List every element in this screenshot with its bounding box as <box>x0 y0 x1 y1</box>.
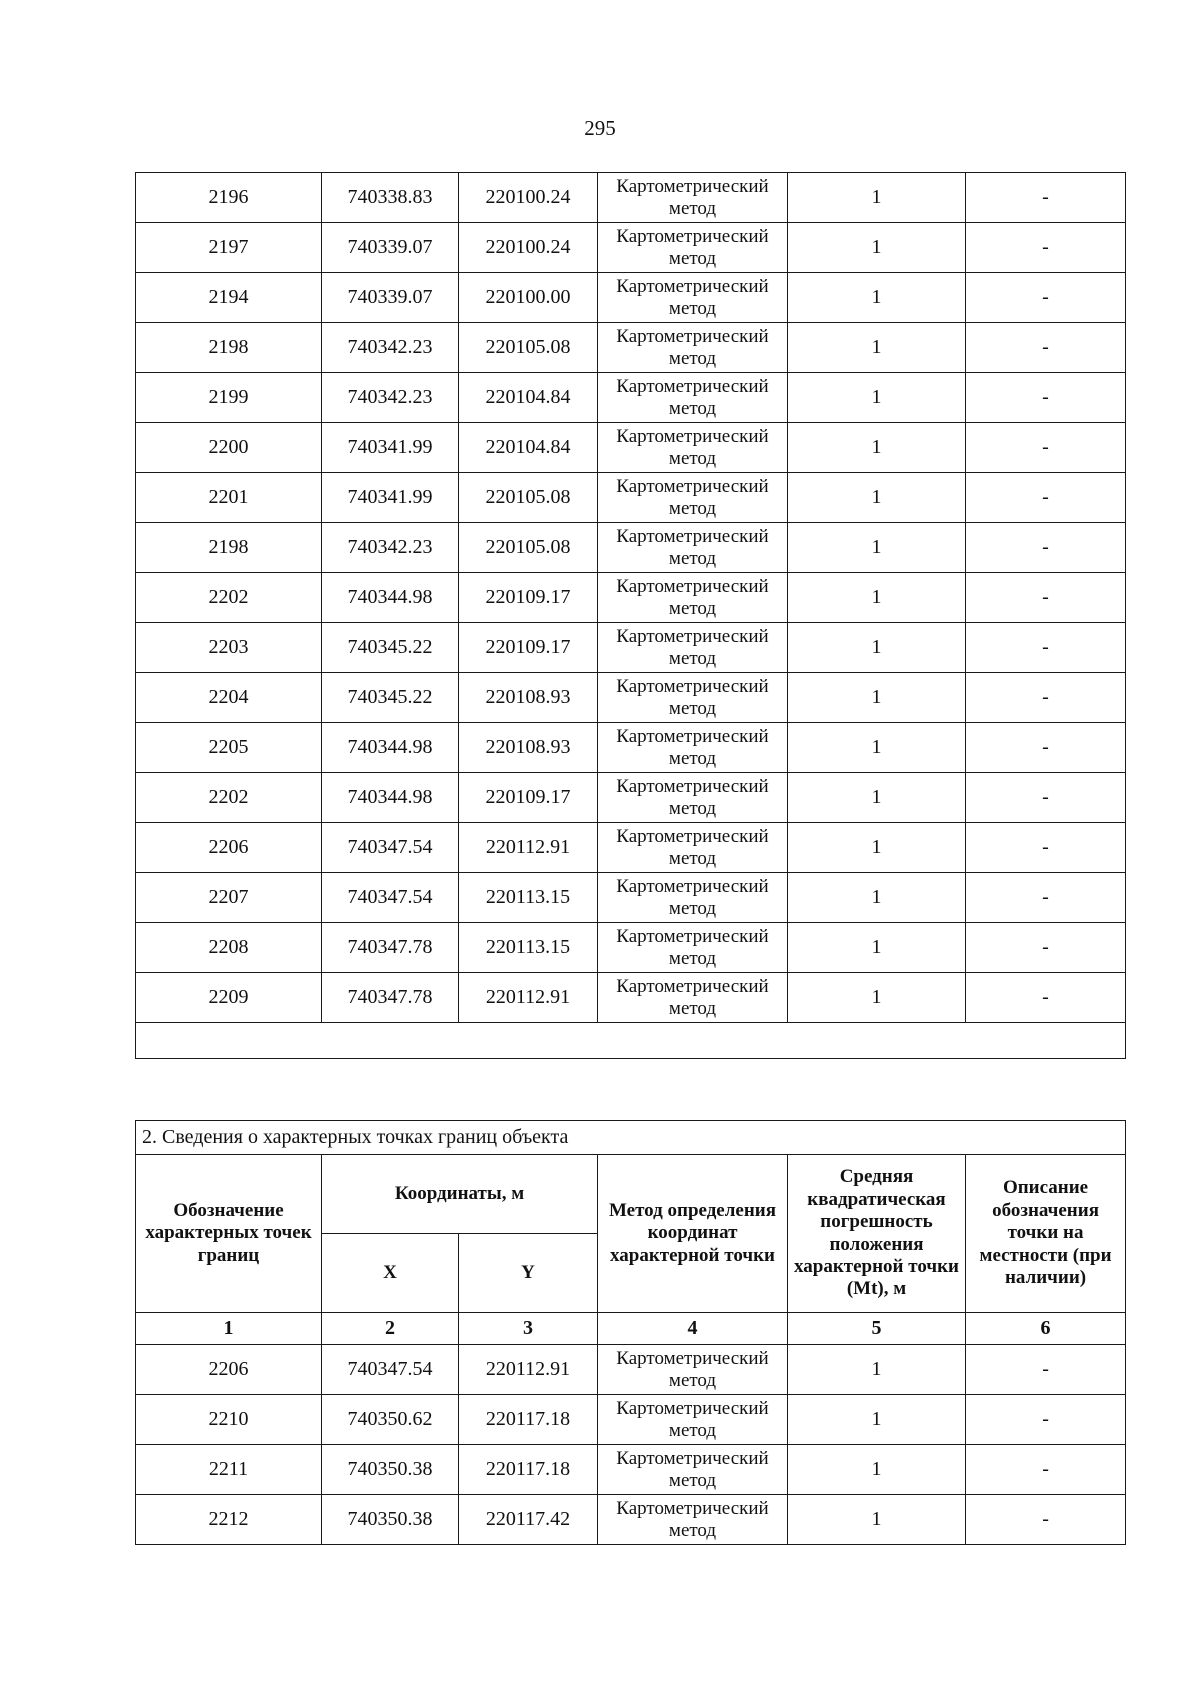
cell-x: 740345.22 <box>322 623 459 673</box>
table-row <box>136 273 1126 323</box>
table-row <box>136 323 1126 373</box>
table-caption: 2. Сведения о характерных точках границ объекта <box>136 1121 1126 1155</box>
cell-method: Картометрический метод <box>598 823 788 873</box>
cell-x: 740341.99 <box>322 423 459 473</box>
cell-mt: 1 <box>788 1495 966 1545</box>
cell-point: 2203 <box>136 623 322 673</box>
header-point: Обозначение характерных точек границ <box>136 1155 322 1313</box>
cell-y: 220105.08 <box>459 473 598 523</box>
table-row <box>136 1395 1126 1445</box>
cell-y: 220100.24 <box>459 223 598 273</box>
cell-mt: 1 <box>788 473 966 523</box>
cell-point: 2210 <box>136 1395 322 1445</box>
cell-method: Картометрический метод <box>598 973 788 1023</box>
cell-method: Картометрический метод <box>598 373 788 423</box>
table-row <box>136 923 1126 973</box>
cell-description: - <box>966 673 1126 723</box>
cell-description: - <box>966 923 1126 973</box>
cell-method: Картометрический метод <box>598 723 788 773</box>
cell-point: 2206 <box>136 823 322 873</box>
cell-y: 220105.08 <box>459 323 598 373</box>
cell-point: 2202 <box>136 773 322 823</box>
cell-point: 2201 <box>136 473 322 523</box>
cell-method: Картометрический метод <box>598 1445 788 1495</box>
cell-y: 220109.17 <box>459 573 598 623</box>
empty-row <box>136 1023 1126 1059</box>
cell-point: 2196 <box>136 173 322 223</box>
cell-point: 2197 <box>136 223 322 273</box>
cell-y: 220100.24 <box>459 173 598 223</box>
table-row <box>136 173 1126 223</box>
cell-method: Картометрический метод <box>598 873 788 923</box>
cell-y: 220112.91 <box>459 973 598 1023</box>
column-number: 2 <box>322 1313 459 1345</box>
cell-mt: 1 <box>788 673 966 723</box>
cell-mt: 1 <box>788 373 966 423</box>
cell-description: - <box>966 1395 1126 1445</box>
cell-description: - <box>966 223 1126 273</box>
cell-point: 2200 <box>136 423 322 473</box>
cell-description: - <box>966 273 1126 323</box>
cell-description: - <box>966 623 1126 673</box>
cell-mt: 1 <box>788 1445 966 1495</box>
table-row <box>136 1495 1126 1545</box>
header-description: Описание обозначения точки на местности (при наличии) <box>966 1155 1126 1313</box>
cell-method: Картометрический метод <box>598 273 788 323</box>
cell-mt: 1 <box>788 523 966 573</box>
cell-method: Картометрический метод <box>598 1395 788 1445</box>
cell-mt: 1 <box>788 223 966 273</box>
cell-x: 740350.38 <box>322 1495 459 1545</box>
cell-x: 740344.98 <box>322 773 459 823</box>
cell-x: 740339.07 <box>322 273 459 323</box>
cell-description: - <box>966 323 1126 373</box>
cell-method: Картометрический метод <box>598 623 788 673</box>
boundary-points-table-body <box>136 1121 1126 1545</box>
cell-point: 2194 <box>136 273 322 323</box>
cell-x: 740342.23 <box>322 373 459 423</box>
header-coordinates: Координаты, м <box>322 1155 598 1234</box>
cell-method: Картометрический метод <box>598 773 788 823</box>
cell-method: Картометрический метод <box>598 923 788 973</box>
cell-x: 740339.07 <box>322 223 459 273</box>
cell-method: Картометрический метод <box>598 1495 788 1545</box>
cell-x: 740342.23 <box>322 323 459 373</box>
boundary-points-table <box>135 1120 1126 1545</box>
header-y: Y <box>459 1234 598 1313</box>
cell-y: 220117.42 <box>459 1495 598 1545</box>
cell-x: 740347.54 <box>322 873 459 923</box>
table-row <box>136 523 1126 573</box>
cell-x: 740341.99 <box>322 473 459 523</box>
cell-description: - <box>966 873 1126 923</box>
cell-description: - <box>966 573 1126 623</box>
cell-method: Картометрический метод <box>598 223 788 273</box>
cell-method: Картометрический метод <box>598 323 788 373</box>
table-row <box>136 823 1126 873</box>
cell-mt: 1 <box>788 1395 966 1445</box>
cell-description: - <box>966 423 1126 473</box>
cell-x: 740347.78 <box>322 923 459 973</box>
cell-x: 740338.83 <box>322 173 459 223</box>
table-row <box>136 1345 1126 1395</box>
cell-point: 2212 <box>136 1495 322 1545</box>
column-number: 5 <box>788 1313 966 1345</box>
cell-point: 2199 <box>136 373 322 423</box>
cell-x: 740347.54 <box>322 1345 459 1395</box>
cell-method: Картометрический метод <box>598 673 788 723</box>
table-row <box>136 1445 1126 1495</box>
cell-mt: 1 <box>788 173 966 223</box>
cell-point: 2205 <box>136 723 322 773</box>
cell-x: 740347.78 <box>322 973 459 1023</box>
cell-description: - <box>966 1495 1126 1545</box>
cell-point: 2207 <box>136 873 322 923</box>
table-row <box>136 723 1126 773</box>
table-row <box>136 873 1126 923</box>
table-row <box>136 473 1126 523</box>
cell-point: 2204 <box>136 673 322 723</box>
header-row <box>136 1155 1126 1234</box>
cell-mt: 1 <box>788 623 966 673</box>
cell-mt: 1 <box>788 423 966 473</box>
table-row <box>136 223 1126 273</box>
coordinates-table-continued <box>135 172 1126 1059</box>
table-row <box>136 423 1126 473</box>
table-row <box>136 623 1126 673</box>
table-row <box>136 573 1126 623</box>
cell-description: - <box>966 473 1126 523</box>
cell-method: Картометрический метод <box>598 523 788 573</box>
cell-mt: 1 <box>788 973 966 1023</box>
cell-method: Картометрический метод <box>598 573 788 623</box>
cell-mt: 1 <box>788 923 966 973</box>
cell-y: 220117.18 <box>459 1445 598 1495</box>
cell-y: 220109.17 <box>459 773 598 823</box>
cell-x: 740342.23 <box>322 523 459 573</box>
page-number: 295 <box>584 116 616 140</box>
cell-y: 220112.91 <box>459 823 598 873</box>
cell-x: 740350.62 <box>322 1395 459 1445</box>
table-row <box>136 773 1126 823</box>
empty-cell <box>136 1023 1126 1059</box>
cell-description: - <box>966 723 1126 773</box>
cell-mt: 1 <box>788 873 966 923</box>
cell-y: 220109.17 <box>459 623 598 673</box>
cell-y: 220104.84 <box>459 373 598 423</box>
cell-point: 2198 <box>136 323 322 373</box>
cell-y: 220104.84 <box>459 423 598 473</box>
cell-mt: 1 <box>788 723 966 773</box>
cell-x: 740344.98 <box>322 573 459 623</box>
cell-point: 2209 <box>136 973 322 1023</box>
cell-point: 2198 <box>136 523 322 573</box>
cell-x: 740344.98 <box>322 723 459 773</box>
cell-method: Картометрический метод <box>598 1345 788 1395</box>
cell-mt: 1 <box>788 823 966 873</box>
table-caption-row <box>136 1121 1126 1155</box>
table-row <box>136 673 1126 723</box>
cell-x: 740347.54 <box>322 823 459 873</box>
cell-method: Картометрический метод <box>598 173 788 223</box>
cell-x: 740350.38 <box>322 1445 459 1495</box>
cell-point: 2211 <box>136 1445 322 1495</box>
cell-mt: 1 <box>788 323 966 373</box>
column-numbers-row <box>136 1313 1126 1345</box>
column-number: 3 <box>459 1313 598 1345</box>
cell-y: 220112.91 <box>459 1345 598 1395</box>
cell-point: 2202 <box>136 573 322 623</box>
cell-description: - <box>966 773 1126 823</box>
coordinates-table-body <box>136 173 1126 1059</box>
cell-y: 220117.18 <box>459 1395 598 1445</box>
cell-y: 220105.08 <box>459 523 598 573</box>
cell-y: 220113.15 <box>459 873 598 923</box>
cell-description: - <box>966 823 1126 873</box>
cell-description: - <box>966 973 1126 1023</box>
table-row <box>136 373 1126 423</box>
cell-description: - <box>966 1445 1126 1495</box>
cell-description: - <box>966 523 1126 573</box>
cell-mt: 1 <box>788 1345 966 1395</box>
cell-y: 220108.93 <box>459 673 598 723</box>
cell-x: 740345.22 <box>322 673 459 723</box>
cell-mt: 1 <box>788 573 966 623</box>
cell-point: 2208 <box>136 923 322 973</box>
header-x: X <box>322 1234 459 1313</box>
column-number: 6 <box>966 1313 1126 1345</box>
column-number: 1 <box>136 1313 322 1345</box>
cell-point: 2206 <box>136 1345 322 1395</box>
cell-y: 220113.15 <box>459 923 598 973</box>
cell-mt: 1 <box>788 773 966 823</box>
header-method: Метод определения координат характерной точки <box>598 1155 788 1313</box>
cell-mt: 1 <box>788 273 966 323</box>
cell-method: Картометрический метод <box>598 473 788 523</box>
header-mt: Средняя квадратическая погрешность положения характерной точки (Mt), м <box>788 1155 966 1313</box>
cell-y: 220108.93 <box>459 723 598 773</box>
cell-method: Картометрический метод <box>598 423 788 473</box>
column-number: 4 <box>598 1313 788 1345</box>
cell-description: - <box>966 1345 1126 1395</box>
table-row <box>136 973 1126 1023</box>
cell-description: - <box>966 173 1126 223</box>
cell-y: 220100.00 <box>459 273 598 323</box>
cell-description: - <box>966 373 1126 423</box>
